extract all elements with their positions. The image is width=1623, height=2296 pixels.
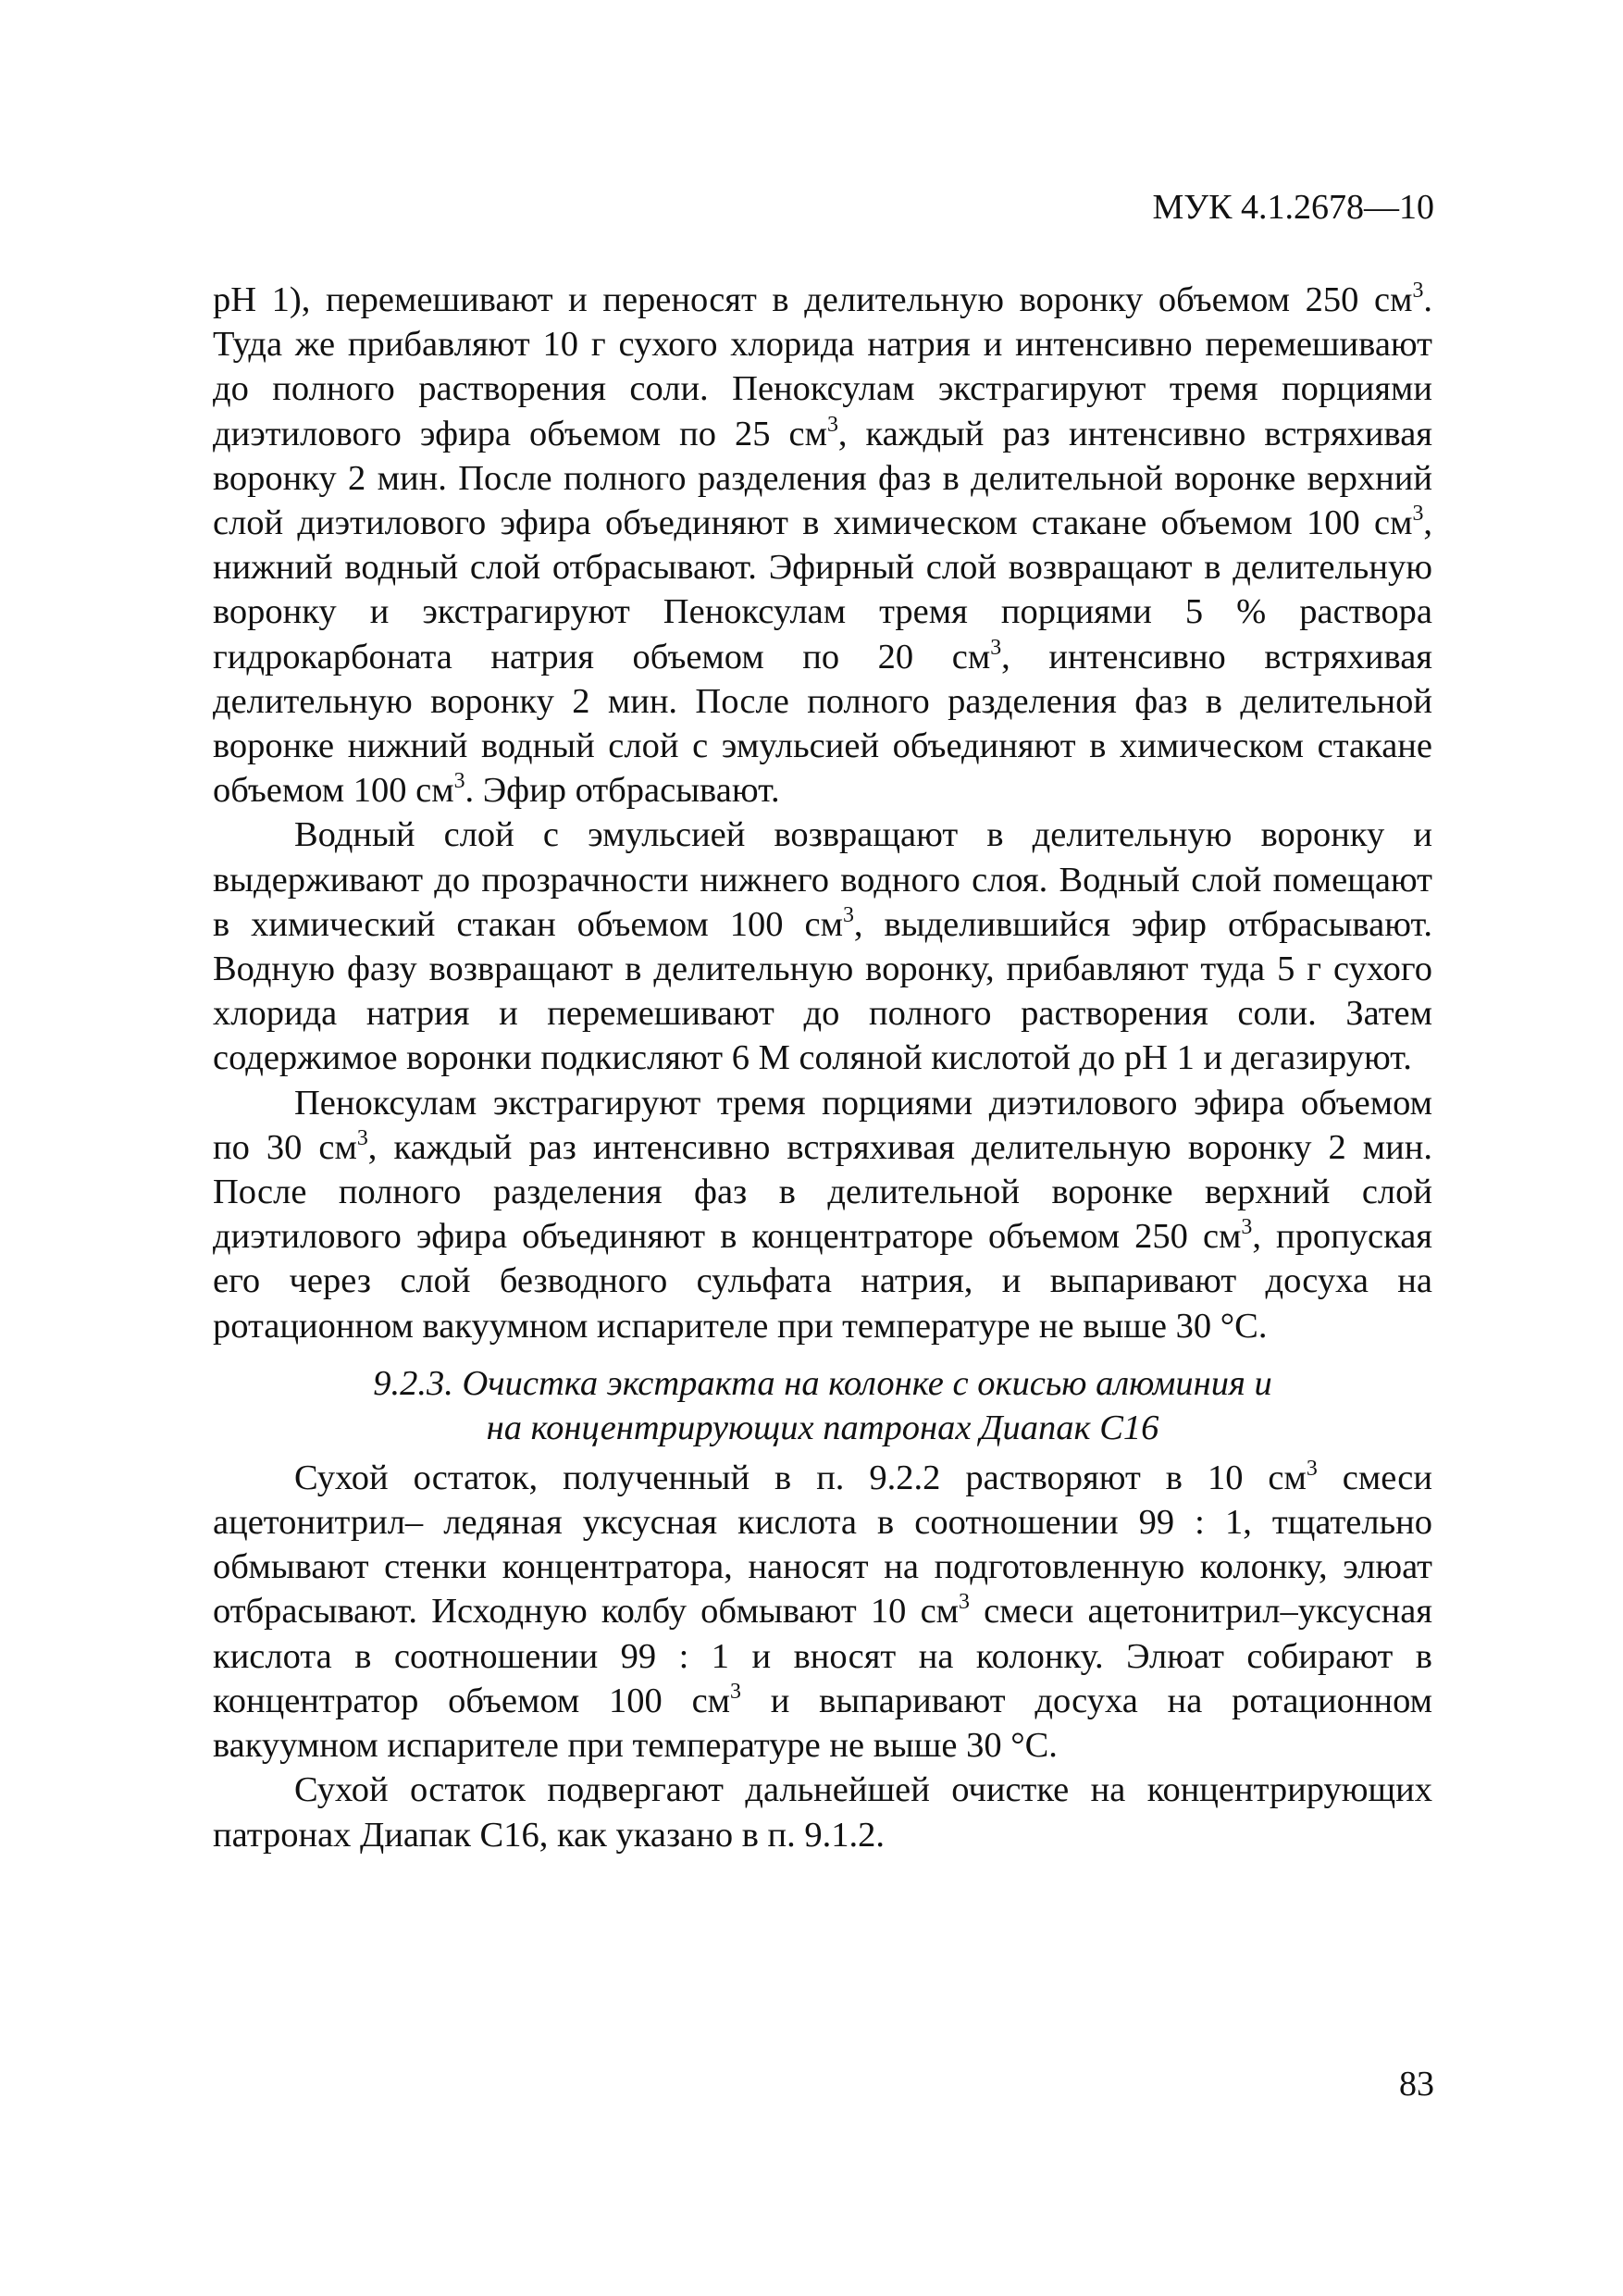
superscript: 3	[990, 635, 1002, 660]
subheading-line-1: 9.2.3. Очистка экстракта на колонке с окисью алюминия и	[373, 1363, 1272, 1403]
text-run: pH 1), перемешивают и переносят в делительную воронку объемом 250 см	[213, 280, 1413, 319]
superscript: 3	[356, 1126, 368, 1151]
paragraph-2	[213, 813, 1432, 1080]
text-run: , каждый раз интенсивно встряхивая воронку 2 мин. После полного разделения фаз в делительной воронке верхний слой диэтилового эфира объединяют в химическом стакане объемом 100 см	[213, 414, 1433, 543]
paragraph-1	[213, 278, 1432, 813]
text-run: . Эфир отбрасывают.	[465, 771, 780, 811]
page-number: 83	[1399, 2065, 1434, 2104]
text-run: Сухой остаток подвергают дальнейшей очистке на концентрирующих патронах Диапак С16, как указано в п. 9.1.2.	[213, 1770, 1432, 1855]
text-run: , каждый раз интенсивно встряхивая делительную воронку 2 мин. После полного разделения фаз в делительной воронке верхний слой диэтилового эфира объединяют в концентраторе объемом 250 см	[213, 1127, 1432, 1257]
superscript: 3	[959, 1590, 970, 1615]
text-run: Пеноксулам экстрагируют тремя порциями диэтилового эфира объемом по 30 см	[213, 1083, 1432, 1167]
text-run: , выделившийся эфир отбрасывают. Водную фазу возвращают в делительную воронку, прибавляют туда 5 г сухого хлорида натрия и перемешивают до полного растворения соли. Затем содержимое воронки подкисляют 6 М соляной кислотой до pH 1 и дегазируют.	[213, 904, 1433, 1078]
document-body	[213, 278, 1432, 1857]
text-run: , нижний водный слой отбрасывают. Эфирный слой возвращают в делительную воронку и экстрагируют Пеноксулам тремя порциями 5 % раствора гидрокарбоната натрия объемом по 20 см	[213, 503, 1432, 676]
superscript: 3	[826, 412, 838, 437]
paragraph-4	[213, 1456, 1432, 1768]
document-header: МУК 4.1.2678—10	[1152, 188, 1434, 227]
superscript: 3	[730, 1680, 741, 1705]
superscript: 3	[453, 769, 465, 794]
superscript: 3	[1412, 279, 1424, 304]
superscript: 3	[1241, 1215, 1253, 1240]
section-subheading	[213, 1361, 1432, 1450]
text-run: Сухой остаток, полученный в п. 9.2.2 растворяют в 10 см	[294, 1458, 1307, 1497]
text-run: , пропуская его через слой безводного сульфата натрия, и выпаривают досуха на ротационном вакуумном испарителе при температуре не выше 30 °С.	[213, 1217, 1432, 1346]
superscript: 3	[842, 903, 854, 928]
text-run: смеси ацетонитрил–уксусная кислота в соотношении 99 : 1 и вносят на колонку. Элюат собирают в концентратор объемом 100 см	[213, 1592, 1433, 1720]
text-run: и выпаривают досуха на ротационном вакуумном испарителе при температуре не выше 30 °С.	[213, 1681, 1432, 1766]
paragraph-5	[213, 1768, 1432, 1856]
paragraph-3	[213, 1081, 1432, 1348]
text-run: смеси ацетонитрил– ледяная уксусная кислота в соотношении 99 : 1, тщательно обмывают стенки концентратора, наносят на подготовленную колонку, элюат отбрасывают. Исходную колбу обмывают 10 см	[213, 1458, 1432, 1632]
text-run: , интенсивно встряхивая делительную воронку 2 мин. После полного разделения фаз в делительной воронке нижний водный слой с эмульсией объединяют в химическом стакане объемом 100 см	[213, 637, 1432, 811]
superscript: 3	[1306, 1457, 1318, 1482]
superscript: 3	[1412, 502, 1424, 527]
text-run: . Туда же прибавляют 10 г сухого хлорида натрия и интенсивно перемешивают до полного растворения соли. Пеноксулам экстрагируют тремя порциями диэтилового эфира объемом по 25 см	[213, 280, 1432, 453]
text-run: Водный слой с эмульсией возвращают в делительную воронку и выдерживают до прозрачности нижнего водного слоя. Водный слой помещают в химический стакан объемом 100 см	[213, 815, 1432, 944]
subheading-line-2: на концентрирующих патронах Диапак С16	[486, 1408, 1159, 1447]
